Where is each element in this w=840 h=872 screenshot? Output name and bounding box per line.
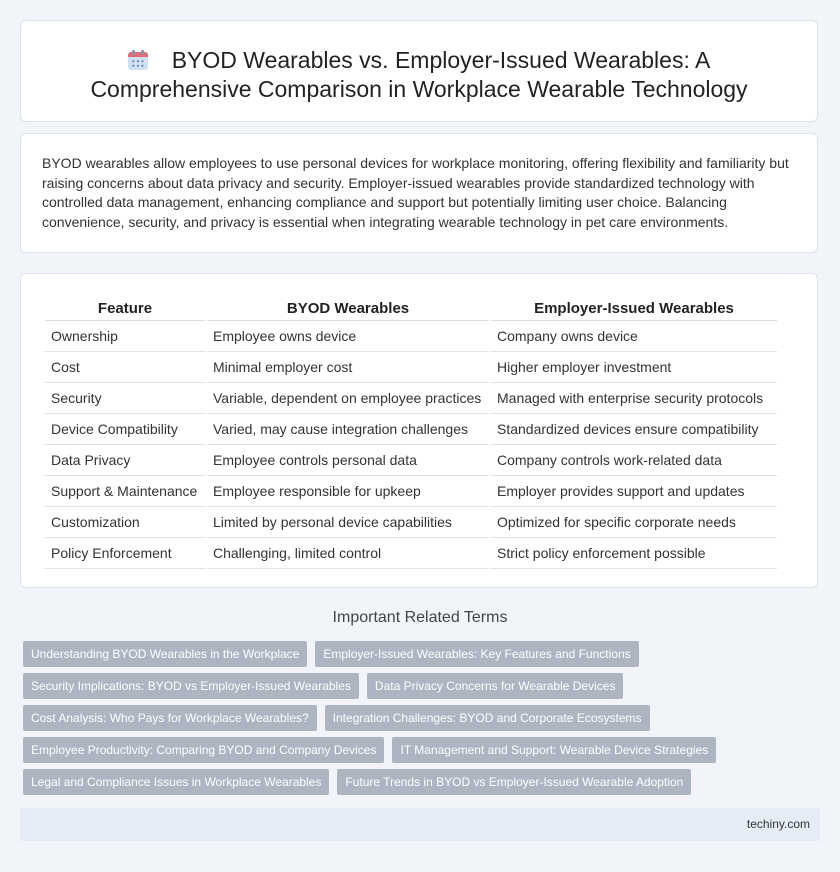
related-term-tag[interactable]: Integration Challenges: BYOD and Corporate Ecosystems: [325, 705, 650, 731]
related-terms-row: [23, 769, 723, 795]
related-terms-row: [23, 673, 723, 699]
column-header-byod: BYOD Wearables: [207, 296, 489, 321]
table-row: [45, 383, 777, 414]
cell-byod: Minimal employer cost: [207, 352, 489, 383]
column-header-feature: Feature: [45, 296, 205, 321]
page-title-text: BYOD Wearables vs. Employer-Issued Wearables: A Comprehensive Comparison in Workplace Wearable Technology: [90, 47, 748, 102]
related-term-tag[interactable]: Understanding BYOD Wearables in the Workplace: [23, 641, 307, 667]
table-row: [45, 445, 777, 476]
comparison-table: [43, 296, 779, 569]
footer: [20, 808, 820, 841]
cell-byod: Varied, may cause integration challenges: [207, 414, 489, 445]
cell-byod: Variable, dependent on employee practices: [207, 383, 489, 414]
calendar-icon: [128, 50, 148, 70]
related-terms-heading: Important Related Terms: [332, 609, 508, 626]
footer-site-name: techiny.com: [746, 817, 810, 831]
cell-byod: Employee owns device: [207, 321, 489, 352]
cell-employer: Standardized devices ensure compatibility: [491, 414, 777, 445]
cell-feature: Device Compatibility: [45, 414, 205, 445]
column-header-employer: Employer-Issued Wearables: [491, 296, 777, 321]
cell-feature: Customization: [45, 507, 205, 538]
table-row: [45, 507, 777, 538]
related-term-tag[interactable]: Security Implications: BYOD vs Employer-Issued Wearables: [23, 673, 359, 699]
cell-employer: Company owns device: [491, 321, 777, 352]
table-body: [45, 321, 777, 569]
intro-paragraph: BYOD wearables allow employees to use personal devices for workplace monitoring, offering flexibility and familiarity but raising concerns about data privacy and security. Employer-issued wearables provide standardized technology with controlled data management, enhancing compliance and support but potentially limiting user choice. Balancing convenience, security, and privacy is essential when integrating wearable technology in pet care environments.: [42, 155, 789, 230]
table-row: [45, 414, 777, 445]
related-term-tag[interactable]: Employer-Issued Wearables: Key Features and Functions: [315, 641, 638, 667]
cell-byod: Challenging, limited control: [207, 538, 489, 569]
cell-feature: Security: [45, 383, 205, 414]
related-term-tag[interactable]: Cost Analysis: Who Pays for Workplace Wearables?: [23, 705, 317, 731]
related-term-tag[interactable]: Future Trends in BYOD vs Employer-Issued Wearable Adoption: [337, 769, 691, 795]
cell-employer: Company controls work-related data: [491, 445, 777, 476]
cell-employer: Strict policy enforcement possible: [491, 538, 777, 569]
cell-employer: Higher employer investment: [491, 352, 777, 383]
cell-feature: Ownership: [45, 321, 205, 352]
cell-feature: Support & Maintenance: [45, 476, 205, 507]
related-term-tag[interactable]: IT Management and Support: Wearable Device Strategies: [392, 737, 716, 763]
table-row: [45, 538, 777, 569]
related-term-tag[interactable]: Legal and Compliance Issues in Workplace Wearables: [23, 769, 329, 795]
related-terms-row: [23, 641, 723, 667]
comparison-table-card: [20, 273, 818, 588]
title-card: [20, 20, 818, 122]
related-terms-row: [23, 705, 723, 731]
cell-feature: Data Privacy: [45, 445, 205, 476]
page-title: [51, 46, 787, 104]
cell-employer: Employer provides support and updates: [491, 476, 777, 507]
table-row: [45, 476, 777, 507]
cell-byod: Employee controls personal data: [207, 445, 489, 476]
cell-byod: Employee responsible for upkeep: [207, 476, 489, 507]
cell-employer: Optimized for specific corporate needs: [491, 507, 777, 538]
intro-card: [20, 133, 818, 253]
cell-feature: Cost: [45, 352, 205, 383]
related-term-tag[interactable]: Employee Productivity: Comparing BYOD and Company Devices: [23, 737, 384, 763]
cell-byod: Limited by personal device capabilities: [207, 507, 489, 538]
cell-feature: Policy Enforcement: [45, 538, 205, 569]
cell-employer: Managed with enterprise security protocols: [491, 383, 777, 414]
related-term-tag[interactable]: Data Privacy Concerns for Wearable Devices: [367, 673, 624, 699]
table-row: [45, 321, 777, 352]
related-terms-list: [23, 641, 723, 801]
table-row: [45, 352, 777, 383]
table-header-row: [45, 296, 777, 321]
related-terms-row: [23, 737, 723, 763]
